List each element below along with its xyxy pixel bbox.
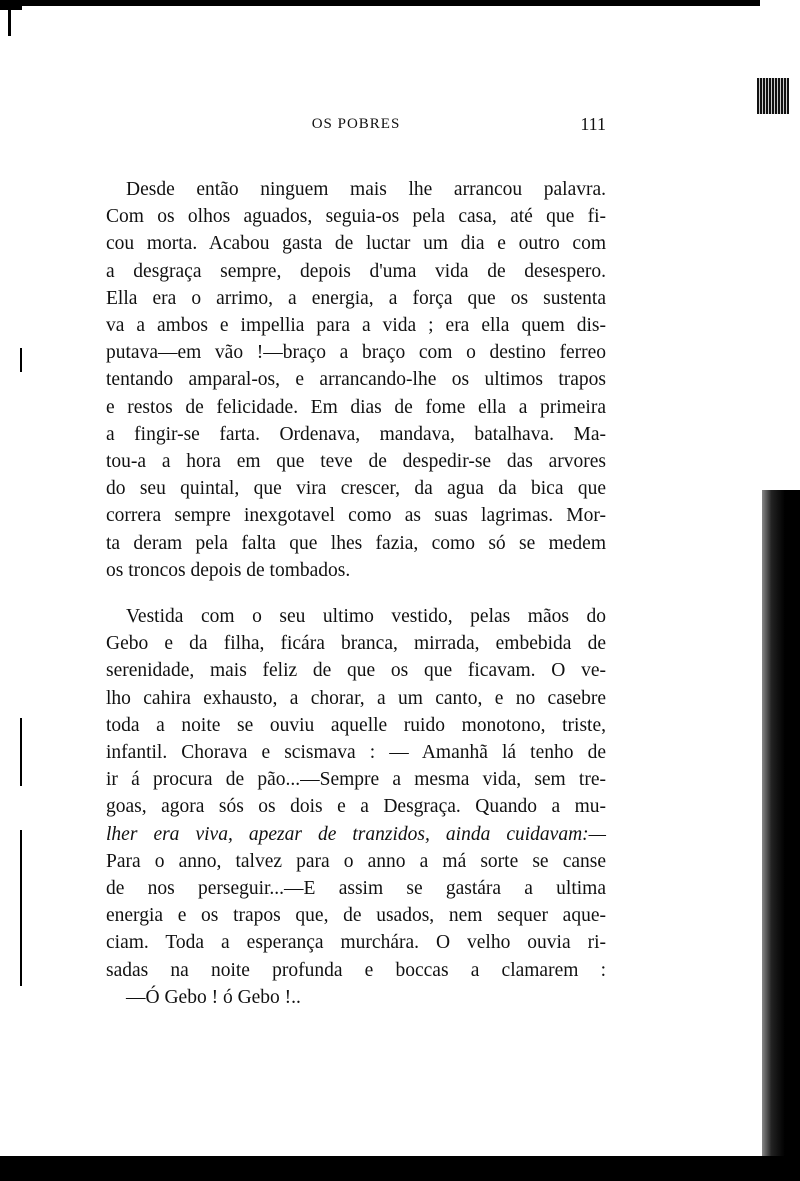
- scan-mark-left: [20, 718, 22, 786]
- text-line: goas, agora sós os dois e a Desgraça. Quando a mu-: [106, 796, 606, 818]
- text-line: e restos de felicidade. Em dias de fome ella a primeira: [106, 396, 606, 418]
- paragraph-1: [106, 176, 606, 584]
- text-line: ciam. Toda a esperança murchára. O velho ouvia ri-: [106, 932, 606, 954]
- text-line: tou-a a hora em que teve de despedir-se das arvores: [106, 451, 606, 473]
- text-line: infantil. Chorava e scismava : — Amanhã lá tenho de: [106, 742, 606, 764]
- text-line: Desde então ninguem mais lhe arrancou palavra.: [126, 179, 606, 200]
- scan-mark-left: [20, 830, 22, 986]
- running-title: OS POBRES: [311, 116, 401, 132]
- text-line: a fingir-se farta. Ordenava, mandava, batalhava. Ma-: [106, 423, 606, 445]
- scan-edge-bottom: [0, 1156, 800, 1181]
- text-line: —Ó Gebo ! ó Gebo !..: [126, 986, 301, 1008]
- page-number: 111: [580, 114, 606, 134]
- text-line: cou morta. Acabou gasta de luctar um dia e outro com: [106, 233, 606, 255]
- text-line: correra sempre inexgotavel como as suas lagrimas. Mor-: [106, 505, 606, 527]
- text-line: sadas na noite profunda e boccas a clamarem :: [106, 959, 606, 981]
- text-line: Vestida com o seu ultimo vestido, pelas mãos do: [126, 606, 606, 627]
- text-line: lher era viva, apezar de tranzidos, ainda cuidavam:—: [106, 823, 606, 845]
- text-line: ir á procura de pão...—Sempre a mesma vida, sem tre-: [106, 769, 606, 791]
- text-line: os troncos depois de tombados.: [106, 559, 351, 581]
- running-header: [106, 116, 606, 138]
- text-line: ta deram pela falta que lhes fazia, como só se medem: [106, 532, 606, 554]
- paragraph-2: [106, 603, 606, 1011]
- scan-edge-top: [0, 0, 760, 6]
- text-line: Com os olhos aguados, seguia-os pela casa, até que fi-: [106, 206, 606, 228]
- scan-mark: [8, 6, 11, 36]
- text-line: Ella era o arrimo, a energia, a força que os sustenta: [106, 287, 606, 309]
- text-line: Gebo e da filha, ficára branca, mirrada, embebida de: [106, 633, 606, 655]
- scan-mark-right: [757, 78, 789, 114]
- text-line: tentando amparal-os, e arrancando-lhe os ultimos trapos: [106, 369, 606, 391]
- scan-edge-right: [762, 490, 800, 1156]
- scan-mark-left: [20, 348, 22, 372]
- text-line: toda a noite se ouviu aquelle ruido monotono, triste,: [106, 714, 606, 736]
- scan-edge-top-corner: [0, 6, 22, 10]
- text-line: va a ambos e impellia para a vida ; era ella quem dis-: [106, 315, 606, 337]
- text-line: Para o anno, talvez para o anno a má sorte se canse: [106, 850, 606, 872]
- text-line: do seu quintal, que vira crescer, da agua da bica que: [106, 478, 606, 500]
- text-line: putava—em vão !—braço a braço com o destino ferreo: [106, 342, 606, 364]
- text-line: serenidade, mais feliz de que os que ficavam. O ve-: [106, 660, 606, 682]
- text-line: lho cahira exhausto, a chorar, a um canto, e no casebre: [106, 687, 606, 709]
- text-line: a desgraça sempre, depois d'uma vida de desespero.: [106, 260, 606, 282]
- text-line: de nos perseguir...—E assim se gastára a ultima: [106, 878, 606, 900]
- text-line: energia e os trapos que, de usados, nem sequer aque-: [106, 905, 606, 927]
